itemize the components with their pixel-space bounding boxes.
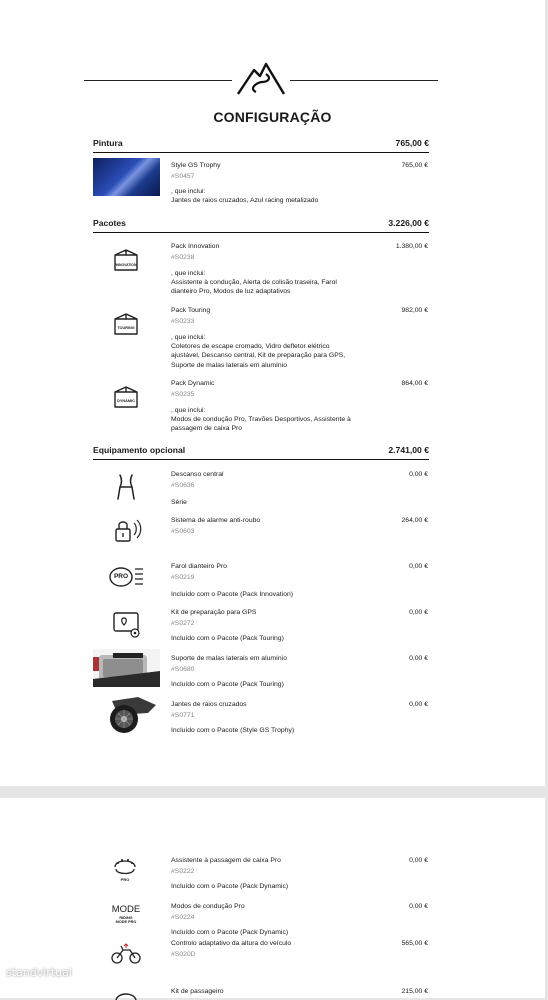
item-code: #S0771 xyxy=(171,712,195,719)
section-total: 2.741,00 € xyxy=(388,445,429,455)
item-code: #S0603 xyxy=(171,528,195,535)
item-code: #S0636 xyxy=(171,482,195,489)
package-icon-label: DYNAMIC xyxy=(117,399,135,403)
section-header-equipamento xyxy=(93,443,429,460)
item-code: #S0457 xyxy=(171,173,195,180)
section-total: 765,00 € xyxy=(395,138,429,148)
item-name: Controlo adaptativo da altura do veículo xyxy=(171,940,292,947)
item-note: Série xyxy=(171,499,187,506)
package-box-icon xyxy=(112,384,140,412)
item-note: , que inclui: Modos de condução Pro, Travões Desportivos, Assistente à passagem de caixa Pro xyxy=(171,407,351,433)
document-page-2 xyxy=(0,798,545,998)
item-name: Kit de passageiro xyxy=(171,988,224,995)
item-code: #S020D xyxy=(171,951,196,958)
item-price: 982,00 € xyxy=(401,307,428,314)
item-note: Incluído com o Pacote (Style GS Trophy) xyxy=(171,727,295,734)
item-name: Sistema de alarme anti-roubo xyxy=(171,517,261,524)
logo-rule-right xyxy=(290,80,438,81)
item-code: #S0680 xyxy=(171,666,195,673)
package-icon-label: INNOVATION xyxy=(115,263,137,267)
item-note: , que inclui: Coletores de escape cromado, Vidro defletor elétrico ajustável, Descanso central, Kit de preparação para GPS, Suporte de malas laterais em alumínio xyxy=(171,334,346,369)
item-note: , que inclui: Jantes de raios cruzados, Azul racing metalizado xyxy=(171,188,319,205)
item-price: 0,00 € xyxy=(409,701,428,708)
riding-mode-icon: MODE xyxy=(111,904,141,915)
item-note: Incluído com o Pacote (Pack Dynamic) xyxy=(171,883,289,890)
item-name: Farol dianteiro Pro xyxy=(171,563,227,570)
item-code: #S0222 xyxy=(171,868,195,875)
item-name: Pack Touring xyxy=(171,307,211,314)
item-price: 565,00 € xyxy=(401,940,428,947)
logo-rule-left xyxy=(84,80,232,81)
item-name: Pack Innovation xyxy=(171,243,220,250)
item-code: #S0233 xyxy=(171,318,195,325)
shift-assistant-icon-label: PRO xyxy=(120,877,130,882)
luggage-case-photo xyxy=(93,649,160,687)
item-name: Kit de preparação para GPS xyxy=(171,609,257,616)
section-total: 3.226,00 € xyxy=(388,218,429,228)
package-icon-label: TOURING xyxy=(117,326,135,330)
header-logo xyxy=(84,58,438,102)
item-price: 1.380,00 € xyxy=(395,243,428,250)
spoked-wheel-photo xyxy=(98,695,160,735)
item-name: Modos de condução Pro xyxy=(171,903,245,910)
item-price: 765,00 € xyxy=(401,162,428,169)
item-price: 864,00 € xyxy=(401,380,428,387)
item-price: 0,00 € xyxy=(409,857,428,864)
item-code: #S0272 xyxy=(171,620,195,627)
item-note: , que inclui: Assistente à condução, Alerta de colisão traseira, Farol dianteiro Pro, Modos de luz adaptativos xyxy=(171,270,337,296)
package-box-icon xyxy=(112,311,140,339)
gps-device-icon xyxy=(112,611,142,639)
alarm-lock-icon xyxy=(112,517,142,545)
item-price: 215,00 € xyxy=(401,988,428,995)
watermark: standvirtual xyxy=(6,966,72,979)
item-code: #S0235 xyxy=(171,391,195,398)
item-code: #S0219 xyxy=(171,574,195,581)
item-name: Pack Dynamic xyxy=(171,380,215,387)
section-name: Pintura xyxy=(93,138,123,148)
item-price: 0,00 € xyxy=(409,609,428,616)
item-price: 0,00 € xyxy=(409,471,428,478)
page-title: CONFIGURAÇÃO xyxy=(213,109,332,125)
mountain-logo-icon xyxy=(236,60,286,98)
height-control-motorbike-icon xyxy=(110,943,142,965)
item-price: 0,00 € xyxy=(409,903,428,910)
item-name: Assistente à passagem de caixa Pro xyxy=(171,857,281,864)
riding-mode-icon-label: RIDING MODE PRO xyxy=(115,916,137,925)
item-name: Jantes de raios cruzados xyxy=(171,701,247,708)
item-note: Incluído com o Pacote (Pack Touring) xyxy=(171,635,284,642)
item-price: 0,00 € xyxy=(409,563,428,570)
item-price: 264,00 € xyxy=(401,517,428,524)
item-name: Suporte de malas laterais em alumínio xyxy=(171,655,287,662)
paint-swatch-thumbnail xyxy=(93,158,160,196)
center-stand-icon xyxy=(114,473,138,501)
section-name: Pacotes xyxy=(93,218,126,228)
section-header-pacotes xyxy=(93,216,429,233)
section-header-pintura xyxy=(93,136,429,153)
package-box-icon xyxy=(112,247,140,275)
item-price: 0,00 € xyxy=(409,655,428,662)
item-note: Incluído com o Pacote (Pack Touring) xyxy=(171,681,284,688)
item-note: Incluído com o Pacote (Pack Dynamic) xyxy=(171,929,289,936)
passenger-kit-icon xyxy=(114,990,138,1000)
item-note: Incluído com o Pacote (Pack Innovation) xyxy=(171,591,294,598)
item-name: Descanso central xyxy=(171,471,224,478)
shift-assistant-icon xyxy=(110,855,140,879)
item-code: #S0224 xyxy=(171,914,195,921)
item-code: #S0238 xyxy=(171,254,195,261)
item-name: Style GS Trophy xyxy=(171,162,221,169)
section-name: Equipamento opcional xyxy=(93,445,186,455)
headlight-pro-icon-label: PRO xyxy=(113,573,129,580)
